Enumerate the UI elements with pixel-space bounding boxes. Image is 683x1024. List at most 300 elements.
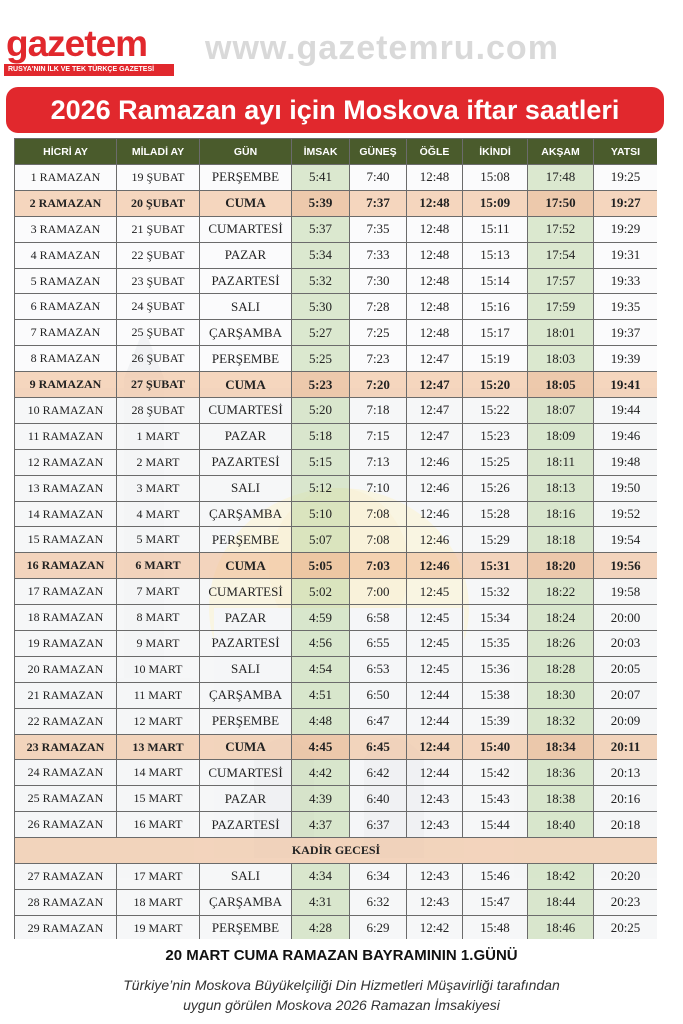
cell-miladi: 3 MART bbox=[117, 475, 200, 501]
cell-gun: CUMA bbox=[200, 372, 292, 398]
cell-gunes: 6:47 bbox=[350, 708, 407, 734]
cell-aksam: 18:16 bbox=[528, 501, 594, 527]
cell-yatsi: 19:27 bbox=[594, 190, 658, 216]
table-row bbox=[15, 579, 658, 605]
cell-imsak: 5:30 bbox=[292, 294, 350, 320]
cell-ikindi: 15:42 bbox=[463, 760, 528, 786]
cell-ikindi: 15:44 bbox=[463, 812, 528, 838]
cell-ogle: 12:47 bbox=[407, 346, 463, 372]
cell-ogle: 12:48 bbox=[407, 294, 463, 320]
cell-gun: PAZAR bbox=[200, 786, 292, 812]
cell-ogle: 12:47 bbox=[407, 423, 463, 449]
cell-gun: SALI bbox=[200, 475, 292, 501]
cell-ogle: 12:48 bbox=[407, 320, 463, 346]
cell-imsak: 5:39 bbox=[292, 190, 350, 216]
cell-yatsi: 19:58 bbox=[594, 579, 658, 605]
table-row bbox=[15, 527, 658, 553]
table-row bbox=[15, 812, 658, 838]
column-header-aksam: AKŞAM bbox=[528, 139, 594, 165]
cell-yatsi: 19:39 bbox=[594, 346, 658, 372]
table-row bbox=[15, 165, 658, 191]
cell-aksam: 18:42 bbox=[528, 864, 594, 890]
table-row bbox=[15, 268, 658, 294]
cell-hicri: 26 RAMAZAN bbox=[15, 812, 117, 838]
cell-aksam: 18:18 bbox=[528, 527, 594, 553]
cell-gunes: 6:29 bbox=[350, 915, 407, 939]
cell-ikindi: 15:14 bbox=[463, 268, 528, 294]
table-row bbox=[15, 346, 658, 372]
table-row bbox=[15, 915, 658, 939]
credit-text bbox=[20, 975, 663, 1015]
cell-miladi: 4 MART bbox=[117, 501, 200, 527]
cell-miladi: 13 MART bbox=[117, 734, 200, 760]
cell-gunes: 7:10 bbox=[350, 475, 407, 501]
cell-aksam: 18:38 bbox=[528, 786, 594, 812]
cell-yatsi: 19:31 bbox=[594, 242, 658, 268]
cell-ikindi: 15:46 bbox=[463, 864, 528, 890]
cell-imsak: 5:27 bbox=[292, 320, 350, 346]
cell-gun: CUMARTESİ bbox=[200, 579, 292, 605]
cell-ogle: 12:45 bbox=[407, 605, 463, 631]
cell-ikindi: 15:19 bbox=[463, 346, 528, 372]
cell-ogle: 12:42 bbox=[407, 915, 463, 939]
cell-miladi: 21 ŞUBAT bbox=[117, 216, 200, 242]
cell-miladi: 15 MART bbox=[117, 786, 200, 812]
cell-miladi: 16 MART bbox=[117, 812, 200, 838]
cell-miladi: 27 ŞUBAT bbox=[117, 372, 200, 398]
cell-aksam: 18:40 bbox=[528, 812, 594, 838]
cell-yatsi: 19:35 bbox=[594, 294, 658, 320]
cell-gun: PERŞEMBE bbox=[200, 165, 292, 191]
table-row bbox=[15, 708, 658, 734]
column-header-gun: GÜN bbox=[200, 139, 292, 165]
cell-aksam: 18:30 bbox=[528, 682, 594, 708]
cell-ikindi: 15:08 bbox=[463, 165, 528, 191]
cell-hicri: 9 RAMAZAN bbox=[15, 372, 117, 398]
cell-gun: PAZARTESİ bbox=[200, 449, 292, 475]
cell-ikindi: 15:48 bbox=[463, 915, 528, 939]
cell-miladi: 7 MART bbox=[117, 579, 200, 605]
cell-yatsi: 19:52 bbox=[594, 501, 658, 527]
cell-yatsi: 20:16 bbox=[594, 786, 658, 812]
cell-aksam: 18:32 bbox=[528, 708, 594, 734]
cell-gunes: 6:58 bbox=[350, 605, 407, 631]
cell-imsak: 4:45 bbox=[292, 734, 350, 760]
cell-gunes: 7:37 bbox=[350, 190, 407, 216]
cell-ikindi: 15:47 bbox=[463, 889, 528, 915]
cell-aksam: 17:57 bbox=[528, 268, 594, 294]
cell-ikindi: 15:09 bbox=[463, 190, 528, 216]
cell-gun: PERŞEMBE bbox=[200, 527, 292, 553]
cell-ikindi: 15:38 bbox=[463, 682, 528, 708]
cell-gunes: 7:35 bbox=[350, 216, 407, 242]
cell-gun: PERŞEMBE bbox=[200, 915, 292, 939]
cell-ikindi: 15:32 bbox=[463, 579, 528, 605]
cell-imsak: 5:05 bbox=[292, 553, 350, 579]
cell-miladi: 28 ŞUBAT bbox=[117, 398, 200, 424]
table-row bbox=[15, 398, 658, 424]
cell-yatsi: 20:09 bbox=[594, 708, 658, 734]
cell-gunes: 7:08 bbox=[350, 501, 407, 527]
cell-miladi: 24 ŞUBAT bbox=[117, 294, 200, 320]
cell-aksam: 18:28 bbox=[528, 656, 594, 682]
cell-gun: CUMA bbox=[200, 190, 292, 216]
cell-ogle: 12:45 bbox=[407, 579, 463, 605]
cell-gunes: 6:42 bbox=[350, 760, 407, 786]
cell-gun: SALI bbox=[200, 294, 292, 320]
cell-imsak: 4:56 bbox=[292, 631, 350, 657]
cell-hicri: 29 RAMAZAN bbox=[15, 915, 117, 939]
cell-gun: CUMARTESİ bbox=[200, 216, 292, 242]
gazetem-logo[interactable] bbox=[4, 24, 176, 80]
cell-yatsi: 19:33 bbox=[594, 268, 658, 294]
cell-gun: CUMA bbox=[200, 734, 292, 760]
table-row bbox=[15, 423, 658, 449]
table-row bbox=[15, 449, 658, 475]
cell-imsak: 4:37 bbox=[292, 812, 350, 838]
cell-ikindi: 15:36 bbox=[463, 656, 528, 682]
cell-gunes: 7:25 bbox=[350, 320, 407, 346]
cell-ogle: 12:45 bbox=[407, 656, 463, 682]
cell-aksam: 18:09 bbox=[528, 423, 594, 449]
cell-ogle: 12:48 bbox=[407, 190, 463, 216]
table-row bbox=[15, 760, 658, 786]
cell-ogle: 12:44 bbox=[407, 682, 463, 708]
cell-ikindi: 15:16 bbox=[463, 294, 528, 320]
cell-ogle: 12:46 bbox=[407, 449, 463, 475]
cell-imsak: 5:07 bbox=[292, 527, 350, 553]
cell-gun: ÇARŞAMBA bbox=[200, 501, 292, 527]
cell-hicri: 4 RAMAZAN bbox=[15, 242, 117, 268]
table-row bbox=[15, 372, 658, 398]
cell-hicri: 27 RAMAZAN bbox=[15, 864, 117, 890]
table-row bbox=[15, 501, 658, 527]
cell-ogle: 12:45 bbox=[407, 631, 463, 657]
logo-tagline: RUSYA'NIN İLK VE TEK TÜRKÇE GAZETESİ bbox=[4, 64, 174, 76]
cell-imsak: 4:42 bbox=[292, 760, 350, 786]
cell-ikindi: 15:26 bbox=[463, 475, 528, 501]
cell-aksam: 18:36 bbox=[528, 760, 594, 786]
cell-imsak: 4:48 bbox=[292, 708, 350, 734]
table-row bbox=[15, 320, 658, 346]
cell-gunes: 7:28 bbox=[350, 294, 407, 320]
cell-ikindi: 15:40 bbox=[463, 734, 528, 760]
table-row bbox=[15, 475, 658, 501]
cell-aksam: 17:54 bbox=[528, 242, 594, 268]
cell-miladi: 9 MART bbox=[117, 631, 200, 657]
cell-miladi: 11 MART bbox=[117, 682, 200, 708]
table-row bbox=[15, 216, 658, 242]
cell-gunes: 6:32 bbox=[350, 889, 407, 915]
cell-imsak: 5:12 bbox=[292, 475, 350, 501]
cell-yatsi: 19:25 bbox=[594, 165, 658, 191]
cell-miladi: 17 MART bbox=[117, 864, 200, 890]
ramadan-timetable bbox=[14, 138, 657, 939]
cell-hicri: 16 RAMAZAN bbox=[15, 553, 117, 579]
cell-aksam: 18:34 bbox=[528, 734, 594, 760]
cell-ikindi: 15:34 bbox=[463, 605, 528, 631]
cell-hicri: 25 RAMAZAN bbox=[15, 786, 117, 812]
cell-aksam: 18:22 bbox=[528, 579, 594, 605]
cell-aksam: 17:52 bbox=[528, 216, 594, 242]
cell-gunes: 7:40 bbox=[350, 165, 407, 191]
cell-gun: PERŞEMBE bbox=[200, 708, 292, 734]
cell-gun: PAZAR bbox=[200, 242, 292, 268]
cell-hicri: 22 RAMAZAN bbox=[15, 708, 117, 734]
cell-yatsi: 20:23 bbox=[594, 889, 658, 915]
cell-imsak: 5:34 bbox=[292, 242, 350, 268]
cell-imsak: 4:28 bbox=[292, 915, 350, 939]
cell-hicri: 17 RAMAZAN bbox=[15, 579, 117, 605]
cell-hicri: 20 RAMAZAN bbox=[15, 656, 117, 682]
cell-aksam: 18:05 bbox=[528, 372, 594, 398]
cell-ogle: 12:48 bbox=[407, 216, 463, 242]
bayram-note: 20 MART CUMA RAMAZAN BAYRAMININ 1.GÜNÜ bbox=[165, 947, 518, 964]
credit-line-1: Türkiye’nin Moskova Büyükelçiliği Din Hizmetleri Müşavirliği tarafından bbox=[123, 977, 560, 993]
cell-aksam: 18:20 bbox=[528, 553, 594, 579]
cell-aksam: 18:44 bbox=[528, 889, 594, 915]
cell-miladi: 25 ŞUBAT bbox=[117, 320, 200, 346]
cell-miladi: 14 MART bbox=[117, 760, 200, 786]
cell-yatsi: 19:54 bbox=[594, 527, 658, 553]
cell-hicri: 19 RAMAZAN bbox=[15, 631, 117, 657]
cell-hicri: 14 RAMAZAN bbox=[15, 501, 117, 527]
cell-miladi: 10 MART bbox=[117, 656, 200, 682]
logo-wordmark: gazetem bbox=[6, 23, 148, 64]
cell-imsak: 5:37 bbox=[292, 216, 350, 242]
cell-gun: ÇARŞAMBA bbox=[200, 320, 292, 346]
cell-aksam: 18:26 bbox=[528, 631, 594, 657]
cell-gunes: 6:37 bbox=[350, 812, 407, 838]
cell-ogle: 12:46 bbox=[407, 527, 463, 553]
cell-miladi: 5 MART bbox=[117, 527, 200, 553]
cell-gunes: 7:08 bbox=[350, 527, 407, 553]
cell-hicri: 18 RAMAZAN bbox=[15, 605, 117, 631]
column-header-hicri: HİCRİ AY bbox=[15, 139, 117, 165]
cell-gun: CUMA bbox=[200, 553, 292, 579]
table-row bbox=[15, 864, 658, 890]
cell-aksam: 18:07 bbox=[528, 398, 594, 424]
cell-ikindi: 15:20 bbox=[463, 372, 528, 398]
table-row bbox=[15, 553, 658, 579]
cell-ogle: 12:44 bbox=[407, 708, 463, 734]
cell-yatsi: 20:05 bbox=[594, 656, 658, 682]
cell-ikindi: 15:35 bbox=[463, 631, 528, 657]
column-header-gunes: GÜNEŞ bbox=[350, 139, 407, 165]
cell-ogle: 12:47 bbox=[407, 398, 463, 424]
cell-imsak: 5:32 bbox=[292, 268, 350, 294]
cell-gunes: 7:30 bbox=[350, 268, 407, 294]
cell-ikindi: 15:31 bbox=[463, 553, 528, 579]
cell-imsak: 4:59 bbox=[292, 605, 350, 631]
cell-yatsi: 19:44 bbox=[594, 398, 658, 424]
cell-yatsi: 20:03 bbox=[594, 631, 658, 657]
cell-ikindi: 15:43 bbox=[463, 786, 528, 812]
site-url: www.gazetemru.com bbox=[205, 29, 559, 67]
cell-yatsi: 19:48 bbox=[594, 449, 658, 475]
cell-ikindi: 15:25 bbox=[463, 449, 528, 475]
cell-miladi: 2 MART bbox=[117, 449, 200, 475]
page-title: 2026 Ramazan ayı için Moskova iftar saatleri bbox=[6, 87, 664, 133]
cell-aksam: 18:24 bbox=[528, 605, 594, 631]
cell-hicri: 6 RAMAZAN bbox=[15, 294, 117, 320]
cell-ogle: 12:46 bbox=[407, 501, 463, 527]
cell-gun: SALI bbox=[200, 864, 292, 890]
cell-gun: PAZARTESİ bbox=[200, 631, 292, 657]
cell-gun: PAZAR bbox=[200, 605, 292, 631]
cell-yatsi: 20:00 bbox=[594, 605, 658, 631]
cell-yatsi: 19:37 bbox=[594, 320, 658, 346]
cell-gunes: 6:53 bbox=[350, 656, 407, 682]
cell-aksam: 18:01 bbox=[528, 320, 594, 346]
cell-ogle: 12:48 bbox=[407, 268, 463, 294]
table-row bbox=[15, 734, 658, 760]
column-header-miladi: MİLADİ AY bbox=[117, 139, 200, 165]
cell-ikindi: 15:22 bbox=[463, 398, 528, 424]
table-row bbox=[15, 656, 658, 682]
table-row bbox=[15, 631, 658, 657]
cell-yatsi: 20:25 bbox=[594, 915, 658, 939]
cell-aksam: 17:50 bbox=[528, 190, 594, 216]
cell-hicri: 28 RAMAZAN bbox=[15, 889, 117, 915]
cell-hicri: 13 RAMAZAN bbox=[15, 475, 117, 501]
cell-hicri: 21 RAMAZAN bbox=[15, 682, 117, 708]
table-row bbox=[15, 889, 658, 915]
cell-hicri: 1 RAMAZAN bbox=[15, 165, 117, 191]
cell-aksam: 18:11 bbox=[528, 449, 594, 475]
cell-hicri: 7 RAMAZAN bbox=[15, 320, 117, 346]
cell-miladi: 23 ŞUBAT bbox=[117, 268, 200, 294]
cell-ogle: 12:44 bbox=[407, 760, 463, 786]
cell-aksam: 17:48 bbox=[528, 165, 594, 191]
cell-gunes: 7:18 bbox=[350, 398, 407, 424]
cell-gunes: 7:03 bbox=[350, 553, 407, 579]
cell-miladi: 1 MART bbox=[117, 423, 200, 449]
cell-yatsi: 20:11 bbox=[594, 734, 658, 760]
cell-ikindi: 15:17 bbox=[463, 320, 528, 346]
cell-hicri: 11 RAMAZAN bbox=[15, 423, 117, 449]
cell-hicri: 15 RAMAZAN bbox=[15, 527, 117, 553]
cell-hicri: 24 RAMAZAN bbox=[15, 760, 117, 786]
cell-hicri: 2 RAMAZAN bbox=[15, 190, 117, 216]
cell-ogle: 12:47 bbox=[407, 372, 463, 398]
cell-hicri: 3 RAMAZAN bbox=[15, 216, 117, 242]
table-row bbox=[15, 605, 658, 631]
cell-gun: PAZARTESİ bbox=[200, 268, 292, 294]
kadir-gecesi-label: KADİR GECESİ bbox=[15, 838, 658, 864]
cell-miladi: 20 ŞUBAT bbox=[117, 190, 200, 216]
table-row bbox=[15, 294, 658, 320]
cell-ogle: 12:44 bbox=[407, 734, 463, 760]
cell-aksam: 18:03 bbox=[528, 346, 594, 372]
cell-ogle: 12:43 bbox=[407, 812, 463, 838]
cell-yatsi: 20:13 bbox=[594, 760, 658, 786]
cell-ikindi: 15:23 bbox=[463, 423, 528, 449]
cell-imsak: 4:54 bbox=[292, 656, 350, 682]
cell-imsak: 5:25 bbox=[292, 346, 350, 372]
table-body bbox=[15, 165, 658, 940]
cell-gunes: 6:45 bbox=[350, 734, 407, 760]
cell-hicri: 5 RAMAZAN bbox=[15, 268, 117, 294]
cell-miladi: 22 ŞUBAT bbox=[117, 242, 200, 268]
cell-gun: PAZARTESİ bbox=[200, 812, 292, 838]
cell-miladi: 19 ŞUBAT bbox=[117, 165, 200, 191]
cell-miladi: 8 MART bbox=[117, 605, 200, 631]
cell-imsak: 5:10 bbox=[292, 501, 350, 527]
cell-gunes: 7:23 bbox=[350, 346, 407, 372]
table-row bbox=[15, 190, 658, 216]
cell-imsak: 5:20 bbox=[292, 398, 350, 424]
cell-miladi: 6 MART bbox=[117, 553, 200, 579]
cell-aksam: 18:46 bbox=[528, 915, 594, 939]
cell-gun: PERŞEMBE bbox=[200, 346, 292, 372]
cell-yatsi: 19:56 bbox=[594, 553, 658, 579]
cell-ikindi: 15:29 bbox=[463, 527, 528, 553]
column-header-yatsi: YATSI bbox=[594, 139, 658, 165]
cell-ogle: 12:43 bbox=[407, 786, 463, 812]
cell-gunes: 7:13 bbox=[350, 449, 407, 475]
cell-gun: ÇARŞAMBA bbox=[200, 889, 292, 915]
cell-ogle: 12:46 bbox=[407, 475, 463, 501]
cell-yatsi: 20:20 bbox=[594, 864, 658, 890]
cell-gun: CUMARTESİ bbox=[200, 398, 292, 424]
cell-imsak: 4:31 bbox=[292, 889, 350, 915]
kadir-gecesi-row bbox=[15, 838, 658, 864]
cell-yatsi: 20:07 bbox=[594, 682, 658, 708]
cell-imsak: 5:15 bbox=[292, 449, 350, 475]
cell-imsak: 5:41 bbox=[292, 165, 350, 191]
cell-miladi: 26 ŞUBAT bbox=[117, 346, 200, 372]
cell-imsak: 4:51 bbox=[292, 682, 350, 708]
column-header-imsak: İMSAK bbox=[292, 139, 350, 165]
table-row bbox=[15, 682, 658, 708]
cell-yatsi: 19:41 bbox=[594, 372, 658, 398]
cell-ikindi: 15:13 bbox=[463, 242, 528, 268]
cell-gunes: 6:55 bbox=[350, 631, 407, 657]
cell-gunes: 7:15 bbox=[350, 423, 407, 449]
cell-imsak: 4:39 bbox=[292, 786, 350, 812]
cell-gunes: 7:20 bbox=[350, 372, 407, 398]
cell-imsak: 4:34 bbox=[292, 864, 350, 890]
column-header-ikindi: İKİNDİ bbox=[463, 139, 528, 165]
cell-gunes: 6:40 bbox=[350, 786, 407, 812]
cell-yatsi: 19:50 bbox=[594, 475, 658, 501]
cell-hicri: 10 RAMAZAN bbox=[15, 398, 117, 424]
cell-gunes: 7:00 bbox=[350, 579, 407, 605]
cell-ogle: 12:43 bbox=[407, 889, 463, 915]
table-header-row bbox=[15, 139, 658, 165]
cell-gunes: 7:33 bbox=[350, 242, 407, 268]
cell-imsak: 5:02 bbox=[292, 579, 350, 605]
cell-aksam: 17:59 bbox=[528, 294, 594, 320]
cell-gun: PAZAR bbox=[200, 423, 292, 449]
cell-ikindi: 15:11 bbox=[463, 216, 528, 242]
cell-ogle: 12:43 bbox=[407, 864, 463, 890]
cell-gunes: 6:34 bbox=[350, 864, 407, 890]
cell-yatsi: 20:18 bbox=[594, 812, 658, 838]
cell-imsak: 5:18 bbox=[292, 423, 350, 449]
cell-hicri: 12 RAMAZAN bbox=[15, 449, 117, 475]
table-row bbox=[15, 786, 658, 812]
cell-miladi: 18 MART bbox=[117, 889, 200, 915]
cell-hicri: 23 RAMAZAN bbox=[15, 734, 117, 760]
cell-ikindi: 15:39 bbox=[463, 708, 528, 734]
cell-gun: SALI bbox=[200, 656, 292, 682]
cell-yatsi: 19:46 bbox=[594, 423, 658, 449]
credit-line-2: uygun görülen Moskova 2026 Ramazan İmsakiyesi bbox=[183, 997, 500, 1013]
cell-ogle: 12:48 bbox=[407, 165, 463, 191]
column-header-ogle: ÖĞLE bbox=[407, 139, 463, 165]
